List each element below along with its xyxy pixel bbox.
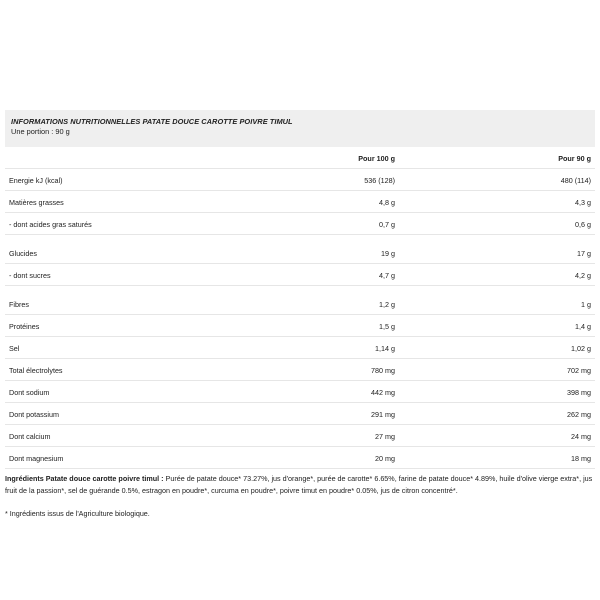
value-per90: 4,2 g [575, 271, 591, 280]
table-row [5, 381, 595, 403]
nutrient-label: Energie kJ (kcal) [9, 176, 63, 185]
nutrient-label: Glucides [9, 249, 37, 258]
table-row [5, 169, 595, 191]
nutrient-label: Fibres [9, 300, 29, 309]
nutrient-label: Total électrolytes [9, 366, 63, 375]
value-per90: 480 (114) [560, 176, 591, 185]
table-row [5, 359, 595, 381]
nutrition-header [5, 110, 595, 147]
table-row [5, 315, 595, 337]
nutrient-label: Dont potassium [9, 410, 59, 419]
nutrient-label: Protéines [9, 322, 40, 331]
value-per100: 1,5 g [379, 322, 395, 331]
column-header-per100: Pour 100 g [358, 154, 395, 163]
nutrition-table-body [5, 169, 595, 469]
organic-footnote: * Ingrédients issus de l'Agriculture biologique. [5, 509, 150, 518]
value-per90: 1,02 g [571, 344, 591, 353]
column-header-per90: Pour 90 g [558, 154, 591, 163]
table-row [5, 264, 595, 286]
nutrient-label: Dont magnesium [9, 454, 64, 463]
table-row [5, 337, 595, 359]
table-row [5, 447, 595, 469]
table-row [5, 403, 595, 425]
nutrient-label: Sel [9, 344, 20, 353]
table-row [5, 286, 595, 315]
value-per90: 262 mg [567, 410, 591, 419]
ingredients-paragraph [5, 473, 595, 497]
value-per100: 19 g [381, 249, 395, 258]
value-per100: 1,14 g [375, 344, 395, 353]
nutrient-label: - dont acides gras saturés [9, 220, 92, 229]
value-per100: 536 (128) [364, 176, 395, 185]
nutrient-label: Dont sodium [9, 388, 50, 397]
value-per90: 1 g [581, 300, 591, 309]
value-per100: 442 mg [371, 388, 395, 397]
table-row [5, 425, 595, 447]
nutrition-panel [5, 110, 595, 518]
value-per100: 291 mg [371, 410, 395, 419]
value-per90: 702 mg [567, 366, 591, 375]
nutrient-label: Dont calcium [9, 432, 51, 441]
table-row [5, 213, 595, 235]
nutrient-label: Matières grasses [9, 198, 64, 207]
ingredients-text: Purée de patate douce* 73.27%, jus d'orange*, purée de carotte* 6.65%, farine de patate douce* 4.89%, huile d'olive vierge extra*, jus fruit de la passion*, sel de guérande 0.5%, estragon en poudre*, curcuma en poudre*, poivre timut en poudre* 0.05%, jus de citron concentré*. [5, 474, 593, 495]
table-header-row [5, 147, 595, 169]
value-per90: 18 mg [571, 454, 591, 463]
value-per90: 0,6 g [575, 220, 591, 229]
value-per100: 1,2 g [379, 300, 395, 309]
value-per100: 27 mg [375, 432, 395, 441]
ingredients-label: Ingrédients Patate douce carotte poivre timul : [5, 474, 164, 483]
nutrient-label: - dont sucres [9, 271, 51, 280]
value-per100: 780 mg [371, 366, 395, 375]
value-per100: 4,8 g [379, 198, 395, 207]
value-per90: 398 mg [567, 388, 591, 397]
value-per100: 0,7 g [379, 220, 395, 229]
value-per90: 24 mg [571, 432, 591, 441]
nutrition-title: INFORMATIONS NUTRITIONNELLES PATATE DOUCE CAROTTE POIVRE TIMUL [11, 117, 293, 126]
value-per90: 4,3 g [575, 198, 591, 207]
portion-size: Une portion : 90 g [11, 127, 70, 136]
table-row [5, 235, 595, 264]
table-row [5, 191, 595, 213]
value-per100: 4,7 g [379, 271, 395, 280]
value-per90: 17 g [577, 249, 591, 258]
value-per100: 20 mg [375, 454, 395, 463]
value-per90: 1,4 g [575, 322, 591, 331]
